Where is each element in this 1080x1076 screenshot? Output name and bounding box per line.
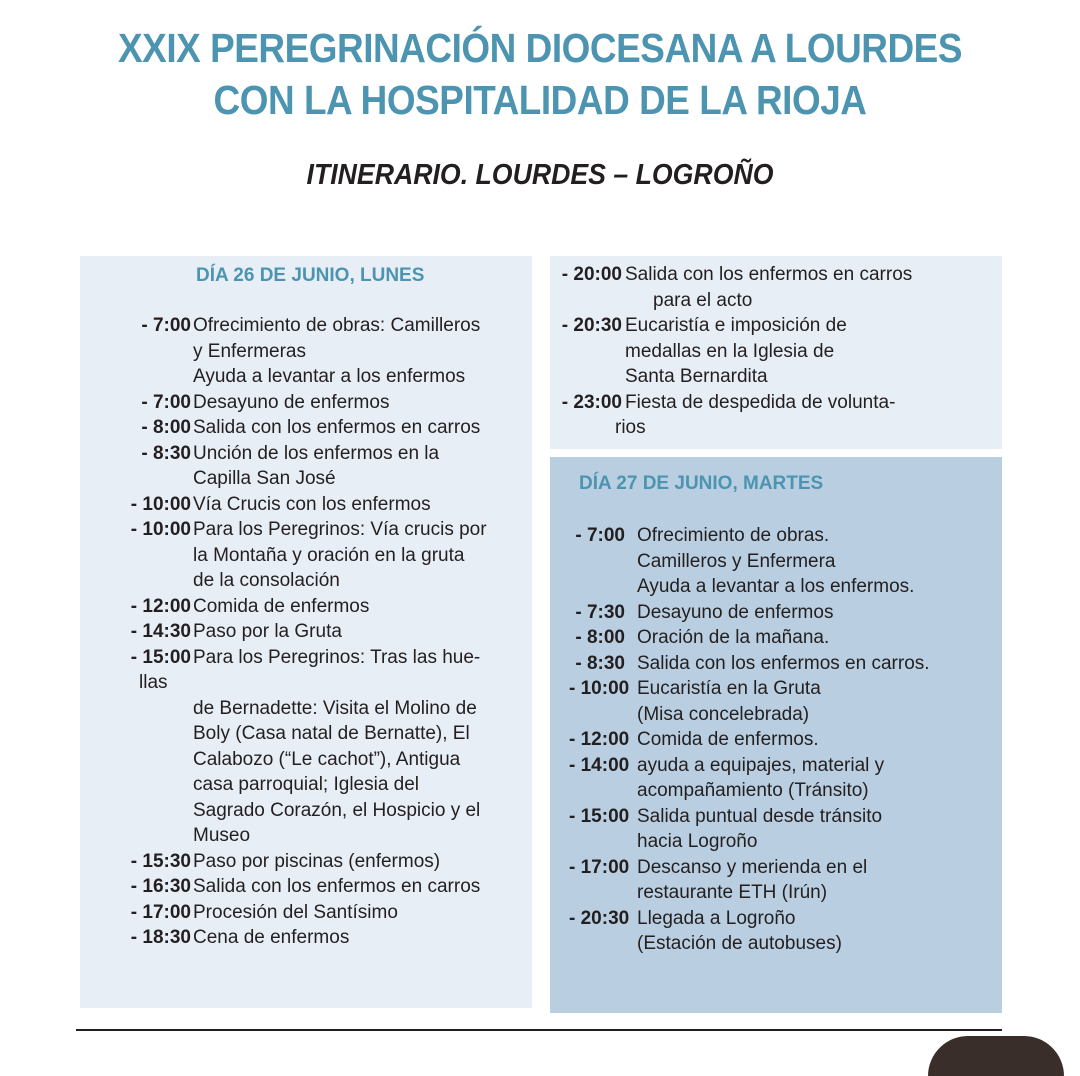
description-line: Santa Bernardita xyxy=(625,366,768,387)
schedule-item xyxy=(569,804,994,855)
description-line: la Montaña y oración en la gruta xyxy=(193,544,465,566)
schedule-description xyxy=(191,594,520,620)
schedule-time: - 10:00 xyxy=(130,519,191,540)
schedule-time: - 12:00 xyxy=(569,729,630,750)
schedule-time: - 8:00 xyxy=(141,417,191,438)
description-line: Para los Peregrinos: Vía crucis por xyxy=(193,519,487,540)
schedule-time: - 7:00 xyxy=(141,315,191,336)
description-line: Ayuda a levantar a los enfermos. xyxy=(637,576,915,597)
schedule-description xyxy=(191,645,520,671)
schedule-description xyxy=(625,676,994,727)
schedule-item xyxy=(569,906,994,957)
schedule-item xyxy=(80,415,520,441)
wrapped-fragment: llas xyxy=(139,672,168,693)
schedule-time: - 23:00 xyxy=(561,391,622,413)
description-line: Fiesta de despedida de volunta- xyxy=(625,391,896,413)
schedule-item xyxy=(80,645,520,671)
schedule-description xyxy=(625,600,994,626)
schedule-time: - 15:30 xyxy=(130,850,191,872)
day-2-heading: DÍA 27 DE JUNIO, MARTES xyxy=(579,473,824,494)
description-line: Procesión del Santísimo xyxy=(193,901,398,923)
schedule-description xyxy=(191,849,520,875)
day-1-continued-schedule xyxy=(550,262,990,441)
divider-line xyxy=(76,1029,1002,1031)
description-line: Unción de los enfermos en la xyxy=(193,442,440,464)
schedule-description xyxy=(625,804,994,855)
description-line: Cena de enfermos xyxy=(193,927,350,948)
schedule-description xyxy=(625,727,994,753)
schedule-description xyxy=(191,390,520,416)
schedule-item xyxy=(550,313,990,390)
description-line: casa parroquial; Iglesia del xyxy=(193,774,420,795)
schedule-time: - 7:00 xyxy=(575,525,625,546)
description-line: hacia Logroño xyxy=(637,831,758,852)
description-line: Ofrecimiento de obras: Camilleros xyxy=(193,315,481,336)
description-line: Salida con los enfermos en carros xyxy=(193,417,481,438)
schedule-item xyxy=(569,753,994,804)
schedule-description xyxy=(191,517,520,594)
description-line: de Bernadette: Visita el Molino de xyxy=(193,697,477,719)
schedule-description xyxy=(191,492,520,518)
day-1-heading: DÍA 26 DE JUNIO, LUNES xyxy=(196,265,425,286)
schedule-time: - 16:30 xyxy=(130,876,191,897)
description-line: Desayuno de enfermos xyxy=(193,391,390,413)
description-line: Salida puntual desde tránsito xyxy=(637,805,883,827)
schedule-item xyxy=(569,651,994,677)
schedule-item xyxy=(80,517,520,594)
description-line: Llegada a Logroño xyxy=(637,907,796,929)
description-line: Comida de enfermos. xyxy=(637,729,819,750)
schedule-description xyxy=(191,313,520,390)
schedule-description xyxy=(191,925,520,951)
schedule-item xyxy=(550,262,990,288)
schedule-time: - 20:30 xyxy=(561,315,622,336)
description-line: ayuda a equipajes, material y xyxy=(637,754,885,776)
description-line: (Estación de autobuses) xyxy=(637,933,842,954)
schedule-time: - 20:30 xyxy=(569,907,630,929)
description-line: Calabozo (“Le cachot”), Antigua xyxy=(193,748,461,770)
schedule-time: - 20:00 xyxy=(561,264,622,285)
description-line: Paso por la Gruta xyxy=(193,621,342,642)
schedule-time: - 10:00 xyxy=(130,493,191,515)
hyphen-wrap-line xyxy=(80,670,520,696)
day-1-schedule xyxy=(80,313,520,951)
portrait-photo xyxy=(928,1036,1064,1076)
description-line: Salida con los enfermos en carros xyxy=(193,876,481,897)
description-line: Ofrecimiento de obras. xyxy=(637,525,830,546)
description-line: Museo xyxy=(193,825,251,846)
schedule-description xyxy=(622,262,990,288)
day-1-continued-panel xyxy=(550,256,1002,449)
description-line: Salida con los enfermos en carros xyxy=(625,264,913,285)
schedule-item xyxy=(80,925,520,951)
continuation-line xyxy=(550,288,990,314)
description-line: Oración de la mañana. xyxy=(637,627,830,648)
day-1-panel xyxy=(80,256,532,1008)
schedule-time: - 8:30 xyxy=(575,652,625,674)
schedule-item xyxy=(550,390,990,416)
schedule-description xyxy=(191,696,520,849)
schedule-description xyxy=(625,753,994,804)
description-line: Desayuno de enfermos xyxy=(637,601,834,623)
schedule-description xyxy=(191,619,520,645)
description-line: Eucaristía e imposición de xyxy=(625,315,847,336)
schedule-item xyxy=(80,900,520,926)
description-line: Paso por piscinas (enfermos) xyxy=(193,850,441,872)
day-2-schedule xyxy=(569,523,994,957)
schedule-item xyxy=(569,727,994,753)
schedule-description xyxy=(191,441,520,492)
description-line: Ayuda a levantar a los enfermos xyxy=(193,366,466,387)
schedule-description xyxy=(625,625,994,651)
schedule-item xyxy=(80,849,520,875)
schedule-description xyxy=(625,523,994,600)
description-line: Camilleros y Enfermera xyxy=(637,550,836,572)
schedule-time: - 8:00 xyxy=(575,627,625,648)
schedule-time: - 17:00 xyxy=(569,856,630,878)
page-title xyxy=(54,22,1026,126)
description-line: Salida con los enfermos en carros. xyxy=(637,652,930,674)
schedule-item xyxy=(569,855,994,906)
description-line: de la consolación xyxy=(193,570,340,591)
title-line-1: XXIX PEREGRINACIÓN DIOCESANA A LOURDES xyxy=(117,25,963,71)
title-line-2: CON LA HOSPITALIDAD DE LA RIOJA xyxy=(213,77,867,123)
schedule-time: - 12:00 xyxy=(130,595,191,617)
description-line: medallas en la Iglesia de xyxy=(625,340,835,362)
schedule-description xyxy=(191,874,520,900)
schedule-description xyxy=(191,900,520,926)
schedule-time: - 15:00 xyxy=(569,805,630,827)
schedule-description xyxy=(625,855,994,906)
schedule-item xyxy=(569,523,994,600)
schedule-description xyxy=(622,390,990,416)
schedule-time: - 10:00 xyxy=(569,678,630,699)
description-line: Capilla San José xyxy=(193,468,336,489)
schedule-time: - 7:30 xyxy=(575,601,625,623)
schedule-item xyxy=(80,441,520,492)
schedule-time: - 17:00 xyxy=(130,901,191,923)
day-2-panel xyxy=(550,457,1002,1013)
description-line: Para los Peregrinos: Tras las hue- xyxy=(193,646,481,668)
description-line: y Enfermeras xyxy=(193,340,306,362)
schedule-time: - 18:30 xyxy=(130,927,191,948)
schedule-time: - 8:30 xyxy=(141,442,191,464)
schedule-item xyxy=(80,594,520,620)
schedule-description xyxy=(625,651,994,677)
continued-fragment: para el acto xyxy=(653,289,753,311)
schedule-time xyxy=(80,696,191,849)
wrapped-fragment: rios xyxy=(615,417,646,438)
schedule-item xyxy=(80,696,520,849)
schedule-item xyxy=(80,390,520,416)
schedule-description xyxy=(191,415,520,441)
description-line: Comida de enfermos xyxy=(193,595,370,617)
schedule-description xyxy=(622,313,990,390)
schedule-description xyxy=(625,906,994,957)
schedule-item xyxy=(569,676,994,727)
schedule-item xyxy=(80,492,520,518)
description-line: Boly (Casa natal de Bernatte), El xyxy=(193,723,470,744)
schedule-item xyxy=(80,313,520,390)
schedule-item xyxy=(80,619,520,645)
schedule-time: - 14:30 xyxy=(130,621,191,642)
description-line: Descanso y merienda en el xyxy=(637,856,868,878)
schedule-time: - 15:00 xyxy=(130,646,191,668)
description-line: acompañamiento (Tránsito) xyxy=(637,780,869,801)
description-line: (Misa concelebrada) xyxy=(637,703,810,725)
schedule-time: - 7:00 xyxy=(141,391,191,413)
schedule-time: - 14:00 xyxy=(569,754,630,776)
schedule-item xyxy=(569,600,994,626)
description-line: restaurante ETH (Irún) xyxy=(637,882,828,903)
schedule-item xyxy=(569,625,994,651)
description-line: Sagrado Corazón, el Hospicio y el xyxy=(193,799,481,821)
page-subtitle: ITINERARIO. LOURDES – LOGROÑO xyxy=(306,159,774,191)
schedule-item xyxy=(80,874,520,900)
description-line: Vía Crucis con los enfermos xyxy=(193,493,431,515)
hyphen-wrap-line xyxy=(550,415,990,441)
description-line: Eucaristía en la Gruta xyxy=(637,678,821,699)
